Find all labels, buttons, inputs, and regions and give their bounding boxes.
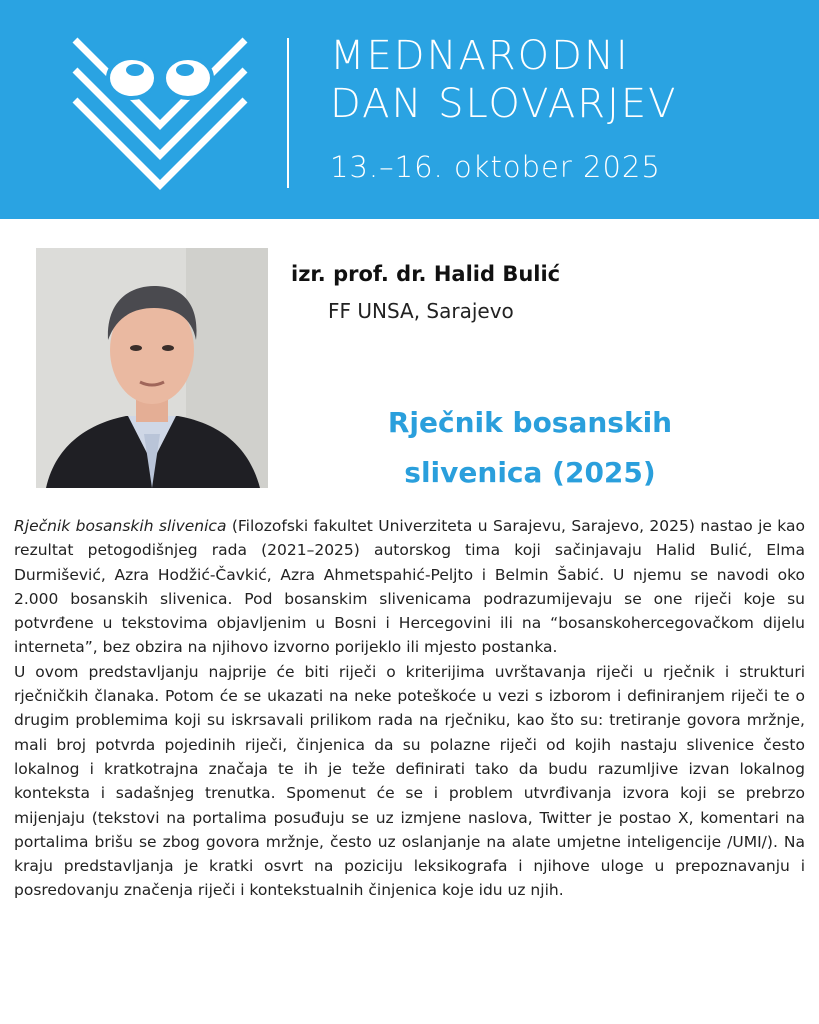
dictionary-title: Rječnik bosanskih slivenica [14, 517, 227, 535]
talk-title-line2: slivenica (2025) [404, 456, 656, 489]
event-title-line2: DAN SLOVARJEV [330, 81, 678, 127]
abstract-paragraph-1-text: (Filozofski fakultet Univerziteta u Sarajevu, Sarajevo, 2025) nastao je kao rezultat petogodišnjeg rada (2021–2025) autorskog tima koji sačinjavaju Halid Bulić, Elma Durmišević, Azra Hodžić-Čavkić, Azra Ahmetspahić-Peljto i Belmin Šabić. U njemu se navodi oko 2.000 bosanskih slivenica. Pod bosanskim slivenicama podrazumijevaju se one riječi koje su potvrđene u tekstovima objavljenim u Bosni i Hercegovini ili na “bosanskohercegovačkom dijelu interneta”, bez obzira na njihovo izvorno porijeklo ili mjesto postanka. [14, 517, 805, 657]
speaker-name: izr. prof. dr. Halid Bulić [291, 262, 561, 286]
speaker-portrait-image [36, 248, 268, 488]
event-date: 13.–16. oktober 2025 [330, 150, 661, 184]
book-eyes-logo-icon [70, 30, 250, 190]
event-title [330, 32, 810, 128]
talk-title [280, 398, 780, 498]
event-title-line1: MEDNARODNI [330, 33, 630, 79]
event-banner [0, 0, 819, 219]
abstract-paragraph-2: U ovom predstavljanju najprije će biti riječi o kriterijima uvrštavanja riječi u rječnik i strukturi rječničkih članaka. Potom će se ukazati na neke poteškoće u vezi s izborom i definiranjem riječi te o drugim problemima koji su iskrsavali prilikom rada na rječniku, kao što su: tretiranje govora mržnje, mali broj potvrda pojedinih riječi, činjenica da su polazne riječi od kojih nastaju slivenice često lokalnog i kratkotrajna značaja te ih je teže definirati tako da budu razumljive izvan lokalnog konteksta i sadašnjeg trenutka. Spomenut će se i problem utvrđivanja izvora koji se prebrzo mijenjaju (tekstovi na portalima posuđuju se uz izmjene naslova, Twitter je postao X, komentari na portalima brišu se zbog govora mržnje, često uz oslanjanje na alate umjetne inteligencije /UMI/). Na kraju predstavljanja je kratki osvrt na poziciju leksikografa i njihove uloge u prepoznavanju i posredovanju značenja riječi i kontekstualnih činjenica koje idu uz njih. [14, 662, 805, 900]
speaker-affiliation: FF UNSA, Sarajevo [328, 299, 514, 323]
speaker-portrait [36, 248, 268, 488]
talk-title-line1: Rječnik bosanskih [387, 406, 673, 439]
abstract-paragraph-1 [14, 514, 805, 660]
abstract [14, 514, 805, 903]
banner-divider [287, 38, 289, 188]
